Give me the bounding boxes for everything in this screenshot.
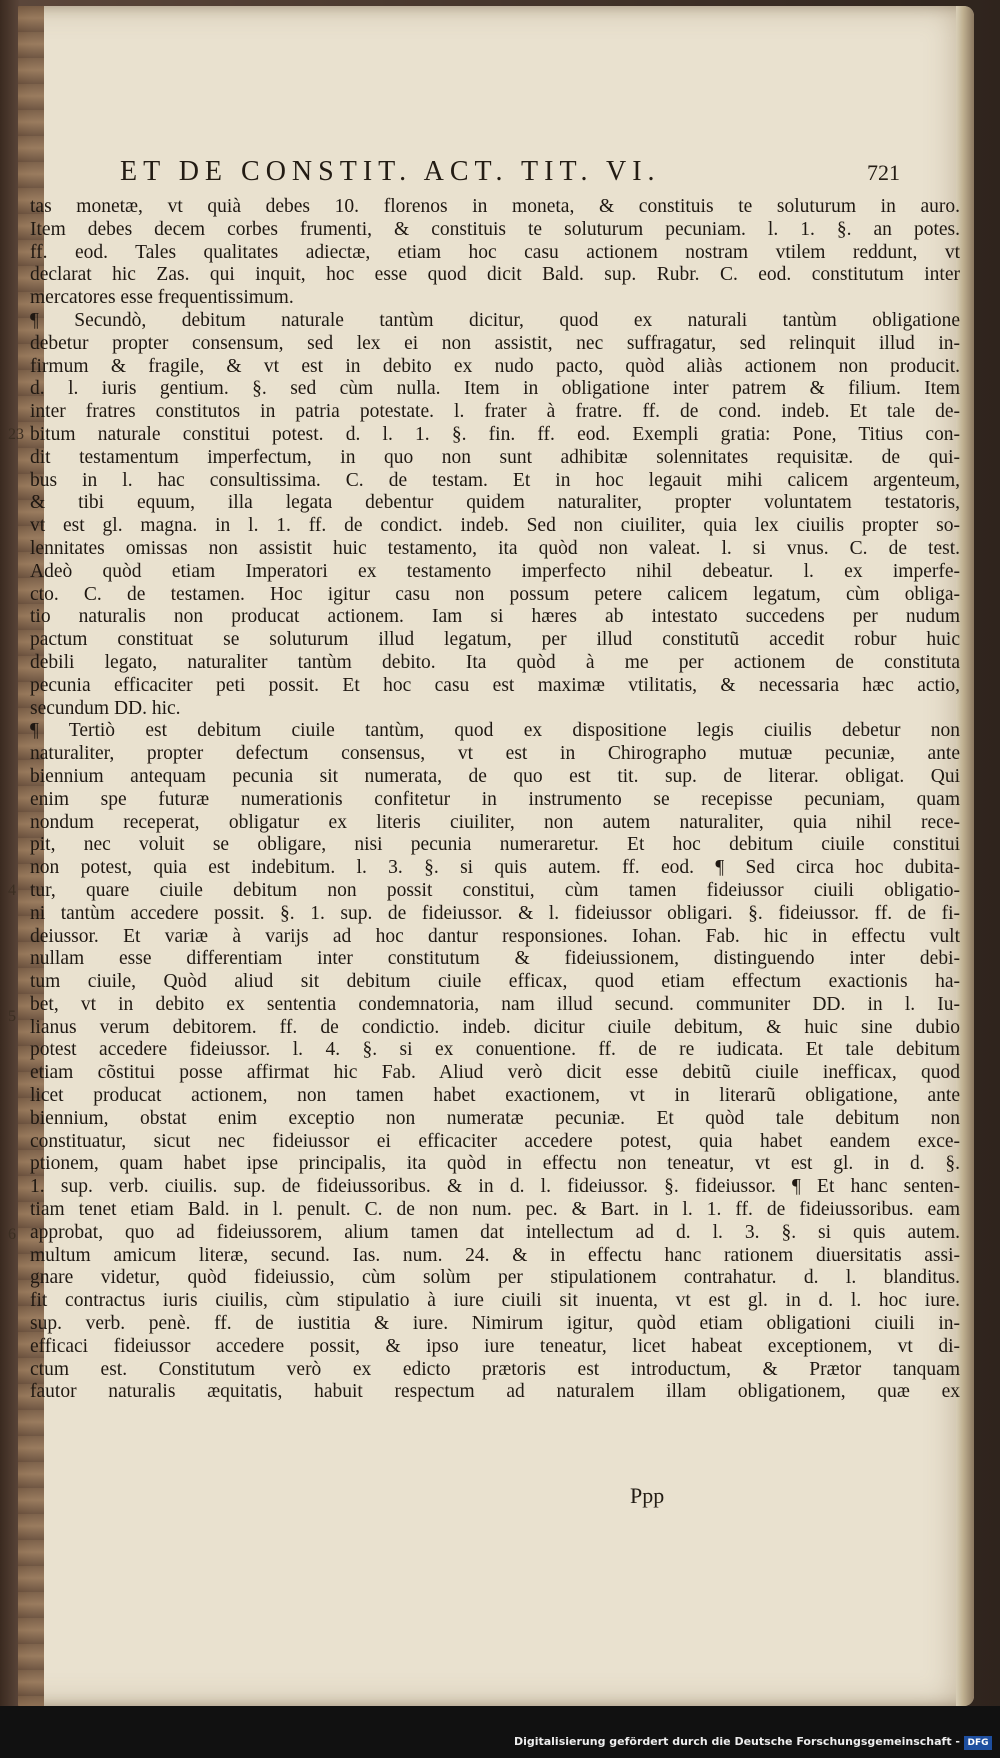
- text-line: sup. verb. penè. ff. de iustitia & iure. Nimirum igitur, quòd etiam obligationi ciuili in-: [30, 1313, 960, 1335]
- text-line: inter fratres constitutos in patria potestate. l. frater à fratre. ff. de cond. indeb. Et tale de-: [30, 401, 960, 423]
- running-head: ET DE CONSTIT. ACT. TIT. VI.: [120, 156, 661, 187]
- digitization-footer: [0, 1706, 1000, 1758]
- text-line: firmum & fragile, & vt est in debito ex nudo pacto, quòd aliàs actionem non producit.: [30, 355, 960, 377]
- text-line: efficaci fideiussor accedere possit, & ipso iure teneatur, licet habeat exceptionem, vt di-: [30, 1335, 960, 1357]
- text-line: nullam esse differentiam inter constitutum & fideiussionem, distinguendo inter debi-: [30, 948, 960, 970]
- text-line: approbat, quo ad fideiussorem, alium tamen dat intellectum ad d. l. 3. §. si quis autem.: [30, 1221, 960, 1243]
- text-line: pecunia efficaciter peti possit. Et hoc casu est maximæ vtilitatis, & necessaria hæc actio,: [30, 674, 960, 696]
- text-line: 1. sup. verb. ciuilis. sup. de fideiussoribus. & in d. l. fideiussor. §. fideiussor. ¶ Et hanc senten-: [30, 1176, 960, 1198]
- page-header: [120, 156, 900, 188]
- text-line: bitum naturale constitui potest. d. l. 1. §. fin. ff. eod. Exempli gratia: Pone, Titius con-: [30, 423, 960, 445]
- text-line: biennium, obstat enim exceptio non numeratæ pecuniæ. Et quòd tale debitum non: [30, 1107, 960, 1129]
- dfg-logo: DFG: [964, 1736, 992, 1750]
- text-line: ctum est. Constitutum verò ex edicto prætoris est introductum, & Prætor tanquam: [30, 1358, 960, 1380]
- text-line: dit testamentum imperfectum, in quo non sunt adhibitæ solennitates requisitæ. de qui-: [30, 446, 960, 468]
- text-line: naturaliter, propter defectum consensus, vt est in Chirographo mutuæ pecuniæ, ante: [30, 743, 960, 765]
- text-line: declarat hic Zas. qui inquit, hoc esse quod dicit Bald. sup. Rubr. C. eod. constitutum inter: [30, 264, 960, 286]
- text-line: lennitates omissas non assistit huic testamento, ita quòd non valeat. l. si vnus. C. de test.: [30, 537, 960, 559]
- text-line: vt est gl. magna. in l. 1. ff. de condict. indeb. Sed non ciuiliter, quia lex ciuilis propter so-: [30, 515, 960, 537]
- margin-number: 6: [8, 1226, 16, 1243]
- text-line: fautor naturalis æquitatis, habuit respectum ad naturalem illam obligationem, quæ ex: [30, 1381, 960, 1403]
- text-line: tur, quare ciuile debitum non possit constitui, cùm tamen fideiussor ciuili obligatio-: [30, 879, 960, 901]
- text-line: non potest, quia est indebitum. l. 3. §. si quis autem. ff. eod. ¶ Sed circa hoc dubita-: [30, 857, 960, 879]
- text-line: secundum DD. hic.: [30, 697, 181, 719]
- text-line: biennium antequam pecunia sit numerata, de quo est tit. sup. de literar. obligat. Qui: [30, 765, 960, 787]
- text-line: ¶ Tertiò est debitum ciuile tantùm, quod ex dispositione legis ciuilis debetur non: [30, 720, 960, 742]
- page-number: 721: [867, 160, 900, 185]
- text-line: enim spe futuræ numerationis confitetur in instrumento se recepisse pecuniam, quam: [30, 788, 960, 810]
- text-line: nondum receperat, obligatur ex literis ciuiliter, non autem naturaliter, quia nihil rece-: [30, 811, 960, 833]
- text-line: tio naturalis non producat actionem. Iam si hæres ab intestato succedens per nudum: [30, 606, 960, 628]
- footer-credit: Digitalisierung gefördert durch die Deutsche Forschungsgemeinschaft -: [513, 1735, 960, 1748]
- text-line: pactum constituat se soluturum illud legatum, per illud constitutũ accedit robur huic: [30, 629, 960, 651]
- text-line: ni tantùm accedere possit. §. 1. sup. de fideiussor. & l. fideiussor obligari. §. fideiussor. ff. de fi-: [30, 902, 960, 924]
- margin-number: 5: [8, 1008, 16, 1025]
- catchword: Ppp: [630, 1483, 665, 1508]
- text-line: debili legato, naturaliter tantùm debito. Ita quòd à me per actionem de constituta: [30, 651, 960, 673]
- text-line: tum ciuile, Quòd aliud sit debitum ciuile efficax, quod etiam effectum exactionis ha-: [30, 971, 960, 993]
- text-line: tiam tenet etiam Bald. in l. penult. C. de non num. pec. & Bart. in l. 1. ff. de fideiussoribus. eam: [30, 1199, 960, 1221]
- text-line: Item debes decem corbes frumenti, & constituis te soluturum pecuniam. l. 1. §. an potes.: [30, 218, 960, 240]
- text-line: gnare videtur, quòd fideiussio, cùm solùm per stipulationem contrahatur. d. l. blanditus.: [30, 1267, 960, 1289]
- text-line: bet, vt in debito ex sententia condemnatoria, nam illud secund. communiter DD. in l. Iu-: [30, 993, 960, 1015]
- margin-number: 23: [8, 426, 24, 443]
- text-line: tas monetæ, vt quià debes 10. florenos in moneta, & constituis te soluturum in auro.: [30, 196, 960, 217]
- text-line: mercatores esse frequentissimum.: [30, 287, 294, 309]
- text-line: potest accedere fideiussor. l. 4. §. si ex conuentione. ff. de re iudicata. Et tale debitum: [30, 1039, 960, 1061]
- text-line: lianus verum debitorem. ff. de condictio. indeb. dicitur ciuile debitum, & huic sine dubio: [30, 1016, 960, 1038]
- text-line: d. l. iuris gentium. §. sed cùm nulla. Item in obligatione inter patrem & filium. Item: [30, 378, 960, 400]
- text-line: pit, nec voluit se obligare, nisi pecunia numeraretur. Et hoc debitum ciuile constitui: [30, 834, 960, 856]
- text-line: Adeò quòd etiam Imperatori ex testamento imperfecto nihil debeatur. l. ex imperfe-: [30, 560, 960, 582]
- text-line: & tibi equum, illa legata debentur quidem naturaliter, propter voluntatem testatoris,: [30, 492, 960, 514]
- text-line: constituatur, sicut nec fideiussor ei efficaciter accedere potest, quia habet eandem exce-: [30, 1130, 960, 1152]
- text-line: deiussor. Et variæ à varijs ad hoc dantur responsiones. Iohan. Fab. hic in effectu vult: [30, 925, 960, 947]
- body-text: [8, 196, 960, 1404]
- text-line: fit contractus iuris ciuilis, cùm stipulatio à iure ciuili sit inuenta, vt est gl. in d. l. hoc iure.: [30, 1290, 960, 1312]
- text-line: ptionem, quam habet ipse principalis, ita quòd in effectu non teneatur, vt est gl. in d. §.: [30, 1153, 960, 1175]
- text-line: etiam cõstitui posse affirmat hic Fab. Aliud verò dicit esse debitũ ciuile inefficax, quod: [30, 1062, 960, 1084]
- text-line: ¶ Secundò, debitum naturale tantùm dicitur, quod ex naturali tantùm obligatione: [30, 309, 960, 331]
- margin-number: 4: [8, 882, 16, 899]
- text-line: debetur propter consensum, sed lex ei non assistit, nec suffragatur, sed relinquit illud in-: [30, 332, 960, 354]
- text-line: licet producat actionem, non tamen habet exactionem, vt in literarũ obligatione, ante: [30, 1085, 960, 1107]
- text-line: ff. eod. Tales qualitates adiectæ, etiam hoc casu actionem nostram vtilem reddunt, vt: [30, 241, 960, 263]
- text-line: multum amicum literæ, secund. Ias. num. 24. & in effectu hanc rationem diuersitatis assi-: [30, 1244, 960, 1266]
- text-line: cto. C. de testamen. Hoc igitur casu non possum petere calicem legatum, cùm obliga-: [30, 583, 960, 605]
- text-line: bus in l. hac consultissima. C. de testam. Et in hoc legauit mihi calicem argenteum,: [30, 469, 960, 491]
